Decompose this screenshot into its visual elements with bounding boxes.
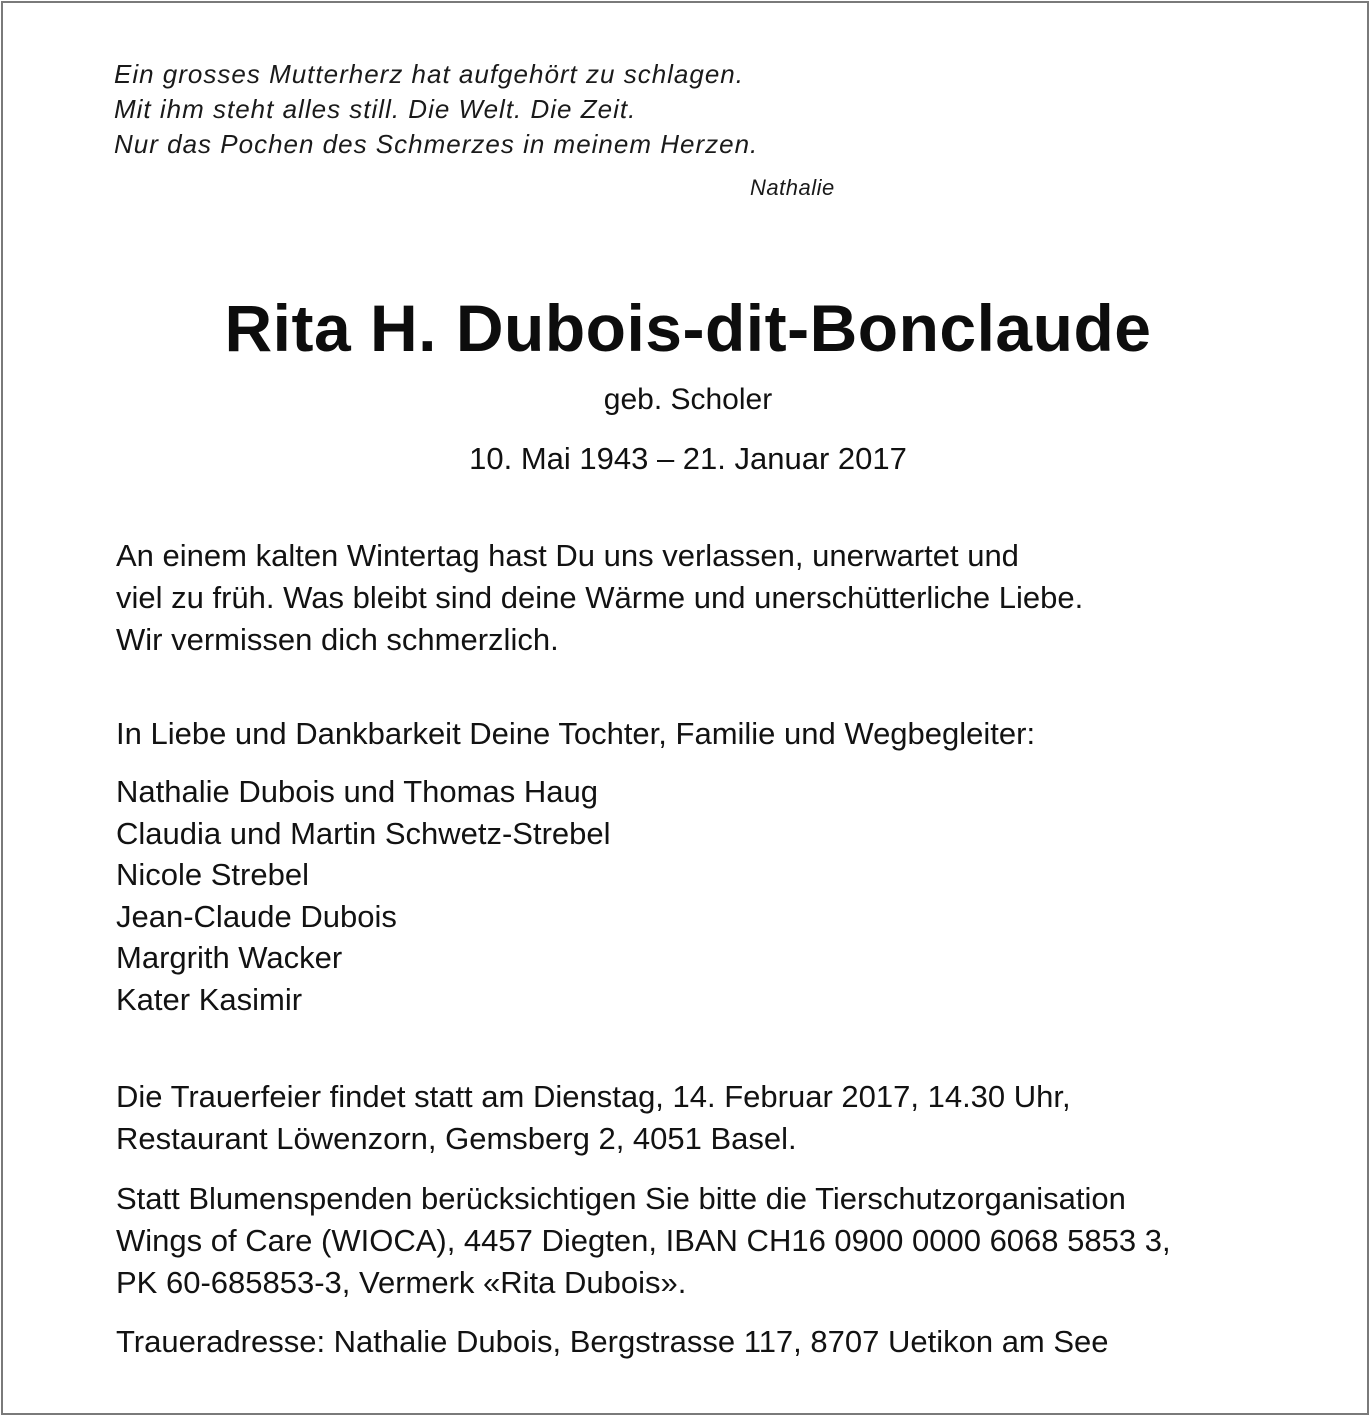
mourner: Margrith Wacker: [116, 940, 343, 975]
maiden-name: geb. Scholer: [603, 383, 773, 416]
donation-line: Wings of Care (WIOCA), 4457 Diegten, IBAN CH16 0900 0000 6068 5853 3,: [116, 1223, 1171, 1258]
mourner: Jean-Claude Dubois: [116, 898, 397, 934]
address-line: Traueradresse: Nathalie Dubois, Bergstrasse 117, 8707 Uetikon am See: [116, 1324, 1109, 1359]
message-line: Wir vermissen dich schmerzlich.: [116, 622, 559, 657]
poem-line: Mit ihm steht alles still. Die Welt. Die Zeit.: [114, 94, 637, 124]
poem-line: Nur das Pochen des Schmerzes in meinem Herzen.: [114, 129, 759, 159]
poem: [114, 57, 758, 162]
donation-line: PK 60-685853-3, Vermerk «Rita Dubois».: [116, 1265, 687, 1300]
mourning-address: [116, 1321, 1109, 1363]
message-line: An einem kalten Wintertag hast Du uns verlassen, unerwartet und: [116, 538, 1019, 573]
dedication-line: In Liebe und Dankbarkeit Deine Tochter, Familie und Wegbegleiter:: [116, 716, 1036, 751]
life-dates: 10. Mai 1943 – 21. Januar 2017: [469, 441, 907, 476]
ceremony-line: Die Trauerfeier findet statt am Dienstag, 14. Februar 2017, 14.30 Uhr,: [116, 1079, 1071, 1114]
mourner: Claudia und Martin Schwetz-Strebel: [116, 815, 611, 851]
message-line: viel zu früh. Was bleibt sind deine Wärme und unerschütterliche Liebe.: [116, 580, 1084, 615]
mourners-list: [116, 771, 611, 1020]
dedication: [116, 713, 1035, 755]
deceased-name: Rita H. Dubois-dit-Bonclaude: [224, 291, 1152, 365]
mourner: Nicole Strebel: [116, 857, 309, 892]
donation-info: [116, 1178, 1171, 1304]
obituary-frame: [1, 1, 1369, 1415]
poem-line: Ein grosses Mutterherz hat aufgehört zu schlagen.: [114, 59, 744, 89]
poem-author: Nathalie: [750, 175, 835, 200]
ceremony-line: Restaurant Löwenzorn, Gemsberg 2, 4051 Basel.: [116, 1121, 797, 1156]
donation-line: Statt Blumenspenden berücksichtigen Sie bitte die Tierschutzorganisation: [116, 1181, 1126, 1216]
ceremony-info: [116, 1076, 1071, 1160]
farewell-message: [116, 535, 1083, 661]
mourner: Nathalie Dubois und Thomas Haug: [116, 774, 598, 809]
mourner: Kater Kasimir: [116, 981, 303, 1017]
